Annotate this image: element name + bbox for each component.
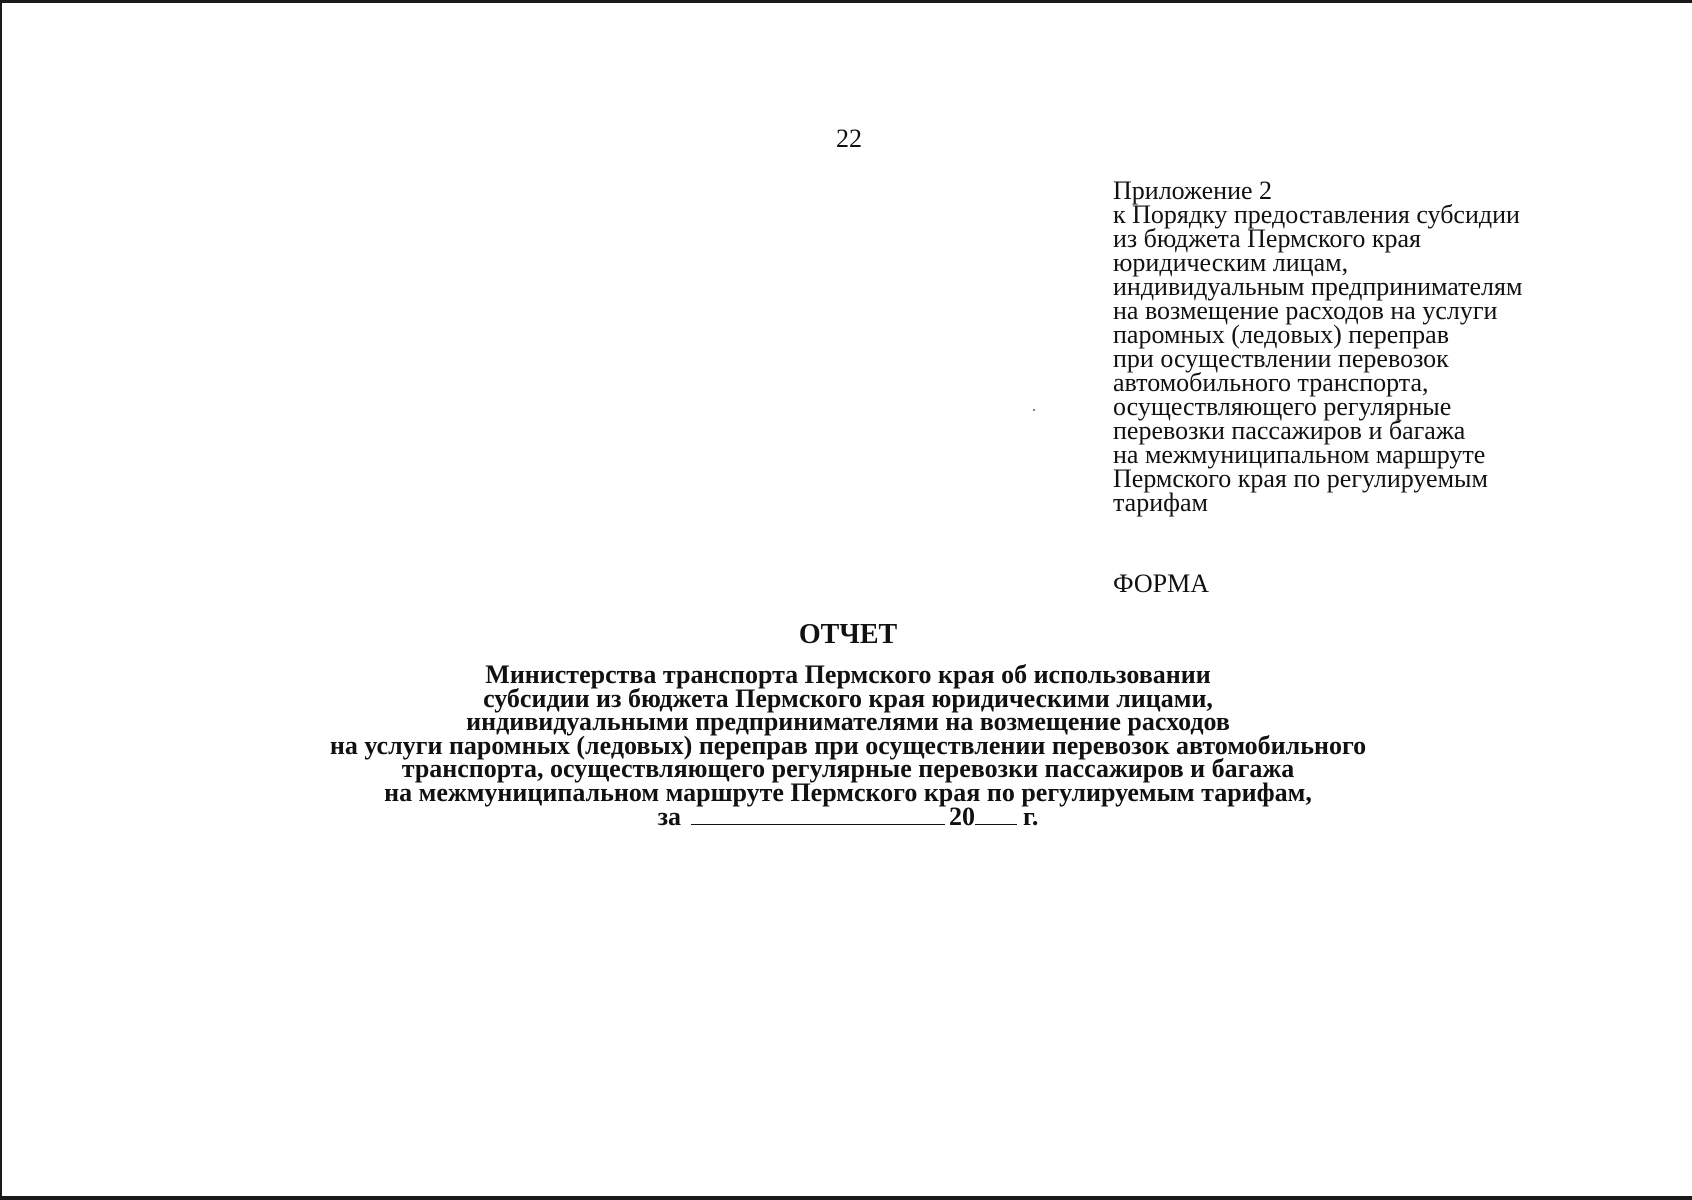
page-number: 22	[836, 124, 862, 153]
appendix-line: на межмуниципальном маршруте	[1113, 440, 1486, 469]
appendix-line: из бюджета Пермского края	[1113, 224, 1422, 253]
form-label: ФОРМА	[1113, 569, 1209, 598]
subtitle-line: транспорта, осуществляющего регулярные перевозки пассажиров и багажа	[401, 754, 1295, 783]
subtitle-line: субсидии из бюджета Пермского края юридическими лицами,	[483, 683, 1213, 713]
period-suffix: г.	[1023, 802, 1039, 831]
subtitle-line: индивидуальными предпринимателями на возмещение расходов	[466, 707, 1230, 736]
appendix-line: тарифам	[1113, 488, 1208, 517]
appendix-line: при осуществлении перевозок	[1113, 344, 1449, 373]
report-period-line	[2, 804, 1692, 829]
scan-speck	[1033, 409, 1035, 411]
period-year-prefix: 20	[949, 802, 976, 831]
report-title: ОТЧЕТ	[798, 619, 898, 650]
appendix-line: Приложение 2	[1113, 176, 1273, 205]
appendix-line: автомобильного транспорта,	[1113, 368, 1429, 397]
appendix-line: юридическим лицам,	[1113, 248, 1349, 277]
subtitle-line: Министерства транспорта Пермского края об использовании	[485, 660, 1211, 689]
appendix-line: на возмещение расходов на услуги	[1113, 296, 1498, 325]
report-subtitle	[2, 660, 1692, 831]
appendix-line: паромных (ледовых) переправ	[1113, 320, 1449, 349]
appendix-reference	[1113, 176, 1583, 517]
period-prefix: за	[657, 802, 682, 831]
appendix-line: перевозки пассажиров и багажа	[1113, 416, 1466, 445]
period-blank[interactable]	[691, 804, 945, 825]
appendix-line: к Порядку предоставления субсидии	[1113, 200, 1520, 229]
appendix-line: индивидуальным предпринимателям	[1113, 272, 1523, 301]
appendix-line: Пермского края по регулируемым	[1113, 464, 1488, 493]
subtitle-line: на услуги паромных (ледовых) переправ при осуществлении перевозок автомобильного	[329, 730, 1367, 760]
appendix-line: осуществляющего регулярные	[1113, 392, 1452, 421]
subtitle-line: на межмуниципальном маршруте Пермского края по регулируемым тарифам,	[384, 777, 1312, 807]
year-blank[interactable]	[975, 804, 1017, 825]
